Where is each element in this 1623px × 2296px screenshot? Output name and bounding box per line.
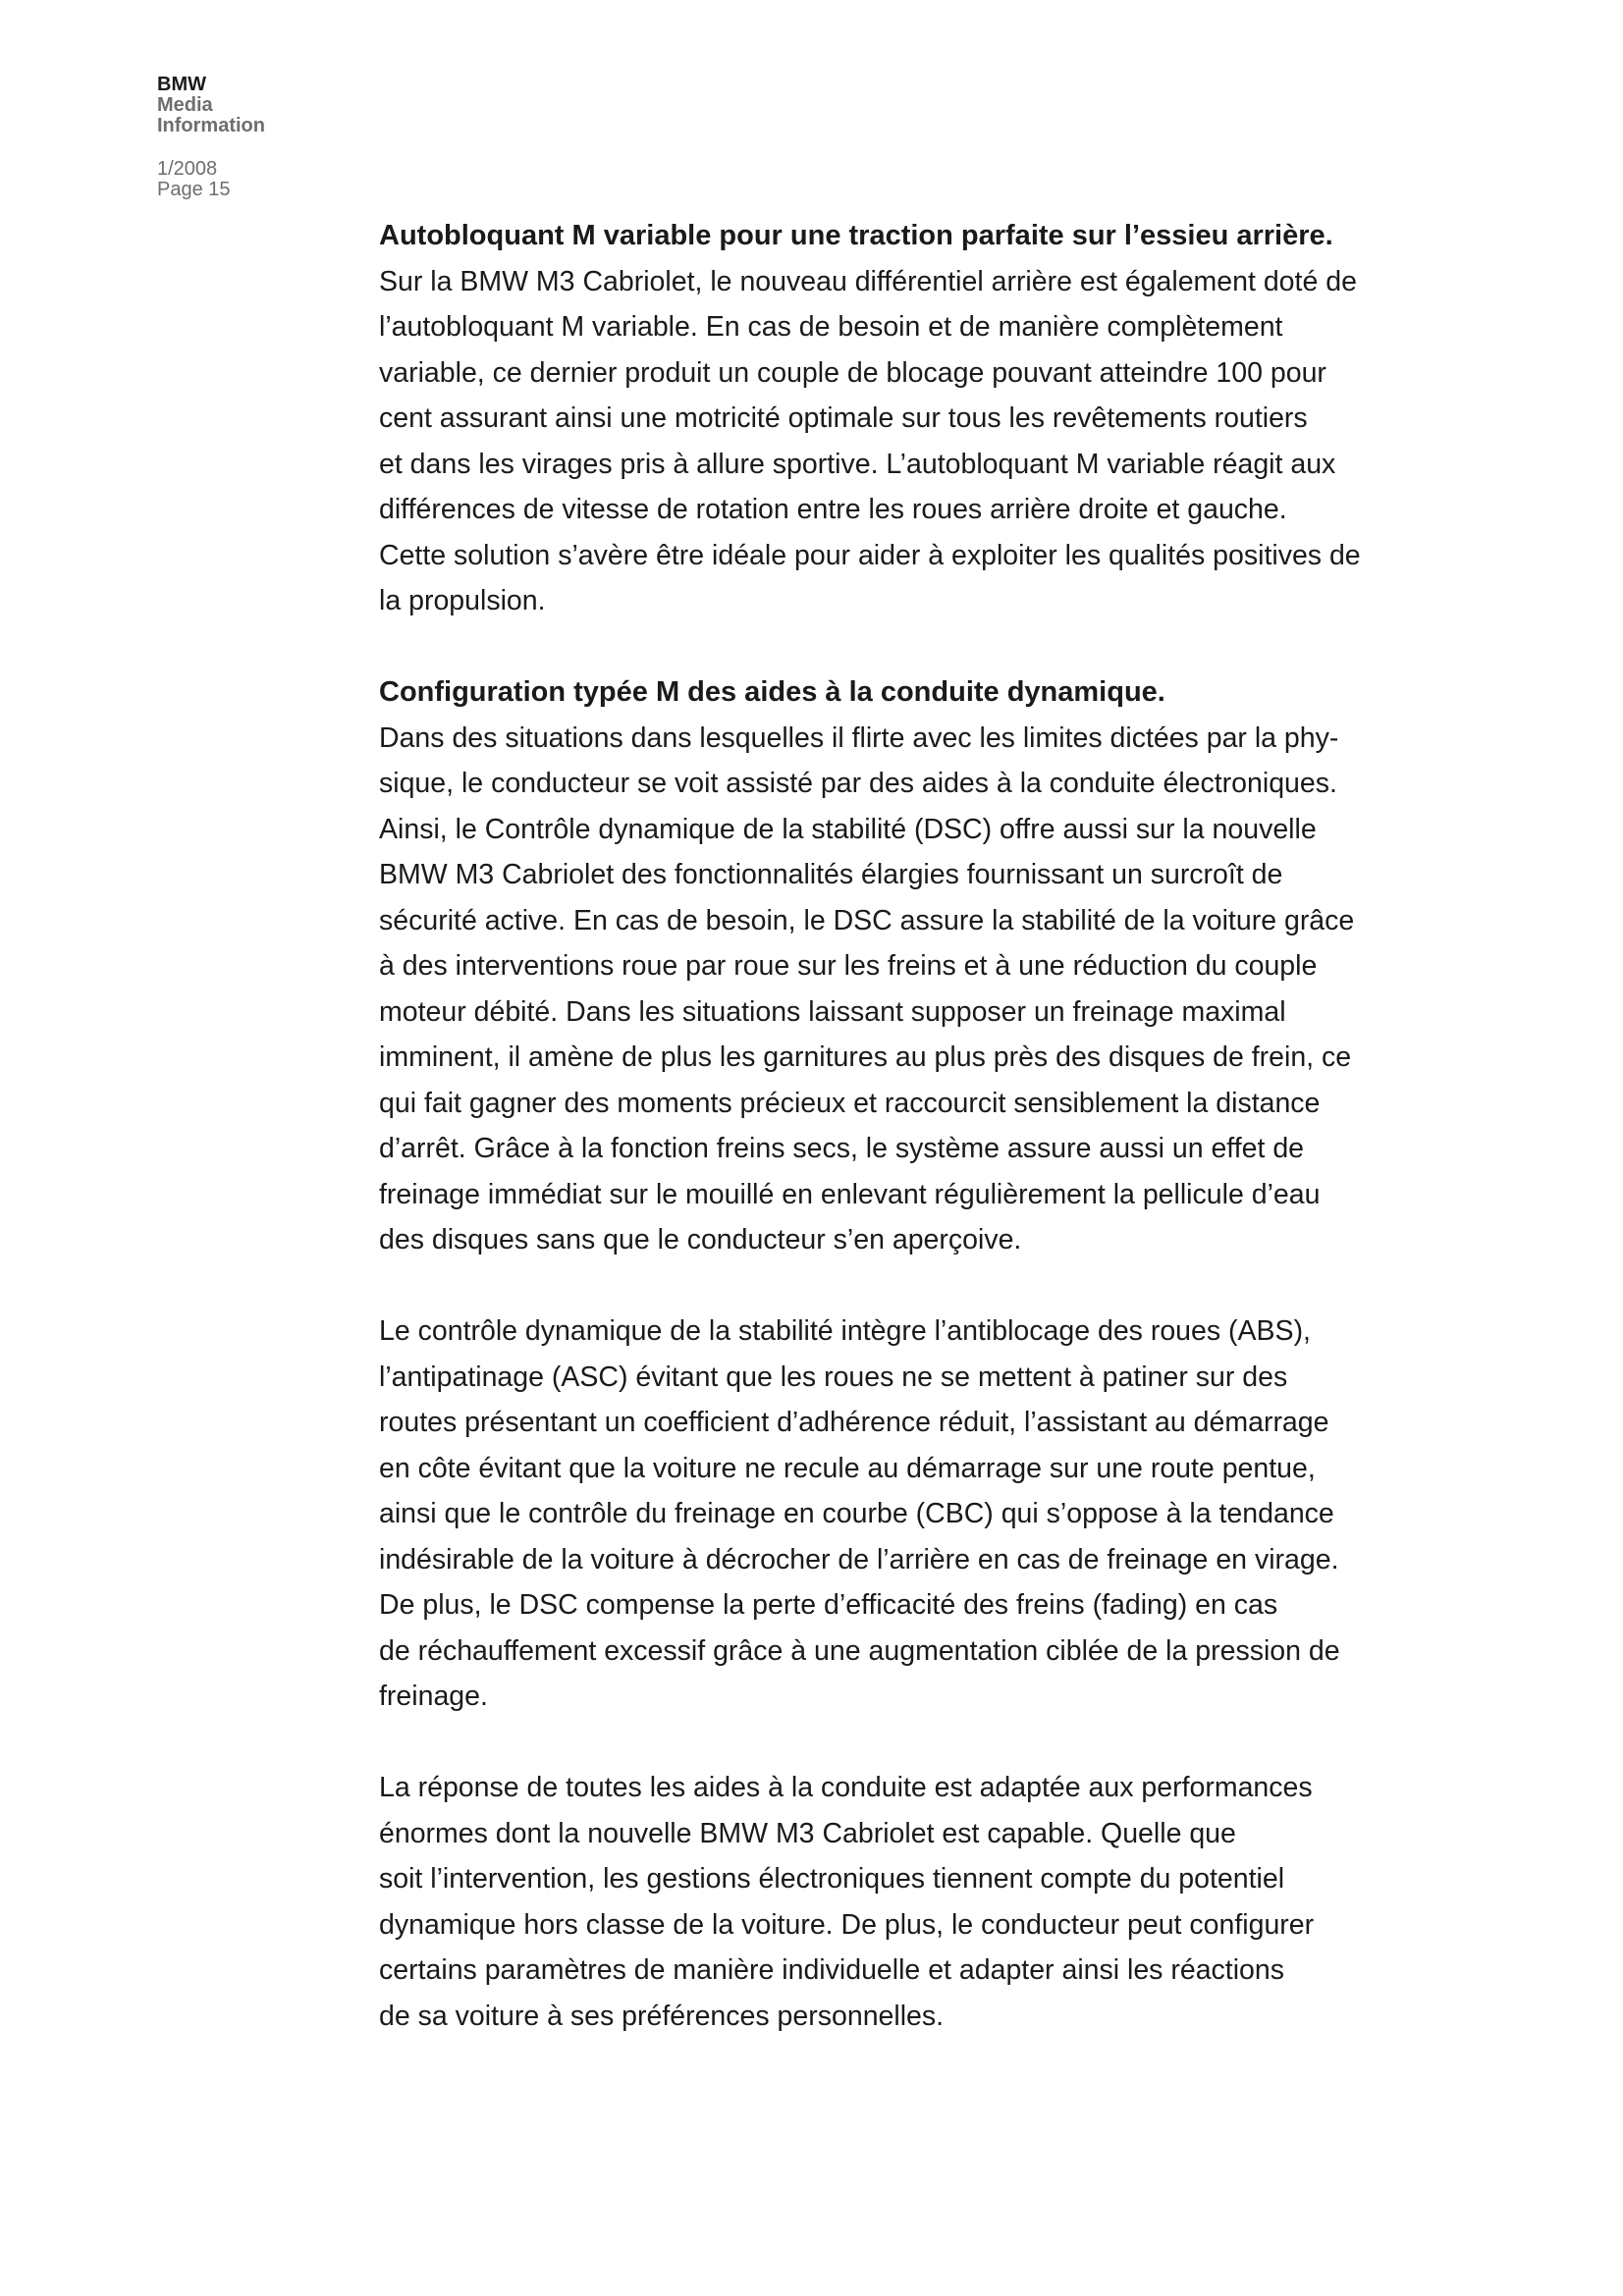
paragraph-gap xyxy=(379,1720,1439,1766)
text-line: certains paramètres de manière individuelle et adapter ainsi les réactions xyxy=(379,1954,1284,1986)
section-heading: Configuration typée M des aides à la conduite dynamique. xyxy=(379,676,1165,708)
text-line: énormes dont la nouvelle BMW M3 Cabriolet est capable. Quelle que xyxy=(379,1817,1236,1849)
text-line: Sur la BMW M3 Cabriolet, le nouveau différentiel arrière est également doté de xyxy=(379,265,1357,297)
paragraph xyxy=(379,716,1439,1263)
text-line: la propulsion. xyxy=(379,585,546,616)
paragraph xyxy=(379,259,1439,624)
text-line: Ainsi, le Contrôle dynamique de la stabilité (DSC) offre aussi sur la nouvelle xyxy=(379,813,1317,845)
issue-date: 1/2008 xyxy=(157,158,218,180)
paragraph-gap xyxy=(379,1263,1439,1309)
text-line: variable, ce dernier produit un couple de blocage pouvant atteindre 100 pour xyxy=(379,356,1326,389)
text-line: à des interventions roue par roue sur les freins et à une réduction du couple xyxy=(379,950,1318,982)
brand-name: BMW xyxy=(157,74,206,95)
section-autobloquant xyxy=(379,213,1439,624)
text-line: freinage. xyxy=(379,1681,488,1712)
text-line: La réponse de toutes les aides à la conduite est adaptée aux performances xyxy=(379,1772,1313,1803)
text-line: routes présentant un coefficient d’adhérence réduit, l’assistant au démarrage xyxy=(379,1407,1329,1438)
text-line: différences de vitesse de rotation entre les roues arrière droite et gauche. xyxy=(379,494,1287,525)
text-line: l’antipatinage (ASC) évitant que les roues ne se mettent à patiner sur des xyxy=(379,1361,1288,1393)
text-line: et dans les virages pris à allure sportive. L’autobloquant M variable réagit aux xyxy=(379,448,1336,480)
section-dsc-functions xyxy=(379,1308,1439,1720)
section-heading: Autobloquant M variable pour une traction parfaite sur l’essieu arrière. xyxy=(379,220,1333,251)
brand-sub-media: Media xyxy=(157,94,213,116)
text-line: moteur débité. Dans les situations laissant supposer un freinage maximal xyxy=(379,995,1286,1028)
text-line: De plus, le DSC compense la perte d’efficacité des freins (fading) en cas xyxy=(379,1589,1278,1621)
text-line: Cette solution s’avère être idéale pour aider à exploiter les qualités positives de xyxy=(379,539,1361,571)
text-line: BMW M3 Cabriolet des fonctionnalités élargies fournissant un surcroît de xyxy=(379,859,1283,890)
text-line: cent assurant ainsi une motricité optimale sur tous les revêtements routiers xyxy=(379,402,1308,434)
text-line: en côte évitant que la voiture ne recule au démarrage sur une route pentue, xyxy=(379,1452,1316,1484)
text-line: Le contrôle dynamique de la stabilité intègre l’antiblocage des roues (ABS), xyxy=(379,1315,1311,1347)
text-line: indésirable de la voiture à décrocher de l’arrière en cas de freinage en virage. xyxy=(379,1543,1339,1575)
text-line: de sa voiture à ses préférences personnelles. xyxy=(379,2000,945,2032)
text-line: soit l’intervention, les gestions électroniques tiennent compte du potentiel xyxy=(379,1863,1285,1895)
text-line: freinage immédiat sur le mouillé en enlevant régulièrement la pellicule d’eau xyxy=(379,1178,1321,1210)
paragraph xyxy=(379,1765,1439,2039)
text-line: qui fait gagner des moments précieux et raccourcit sensiblement la distance xyxy=(379,1087,1321,1119)
text-line: dynamique hors classe de la voiture. De plus, le conducteur peut configurer xyxy=(379,1908,1315,1941)
text-line: sécurité active. En cas de besoin, le DSC assure la stabilité de la voiture grâce xyxy=(379,904,1355,936)
text-line: de réchauffement excessif grâce à une augmentation ciblée de la pression de xyxy=(379,1634,1340,1667)
text-line: ainsi que le contrôle du freinage en courbe (CBC) qui s’oppose à la tendance xyxy=(379,1498,1334,1529)
main-content xyxy=(379,213,1439,2039)
text-line: Dans des situations dans lesquelles il flirte avec les limites dictées par la phy- xyxy=(379,721,1339,754)
brand-block xyxy=(157,75,314,136)
brand-sub-information: Information xyxy=(157,115,265,136)
paragraph xyxy=(379,1308,1439,1720)
text-line: d’arrêt. Grâce à la fonction freins secs, le système assure aussi un effet de xyxy=(379,1133,1305,1164)
text-line: imminent, il amène de plus les garnitures au plus près des disques de frein, ce xyxy=(379,1041,1352,1073)
section-driver-aids-response xyxy=(379,1765,1439,2039)
meta-block xyxy=(157,159,314,200)
text-line: l’autobloquant M variable. En cas de besoin et de manière complètement xyxy=(379,311,1283,343)
section-configuration xyxy=(379,669,1439,1263)
text-line: sique, le conducteur se voit assisté par des aides à la conduite électroniques. xyxy=(379,768,1337,799)
paragraph-gap xyxy=(379,624,1439,670)
page-number: Page 15 xyxy=(157,179,231,200)
text-line: des disques sans que le conducteur s’en aperçoive. xyxy=(379,1224,1022,1255)
sidebar xyxy=(157,75,314,200)
